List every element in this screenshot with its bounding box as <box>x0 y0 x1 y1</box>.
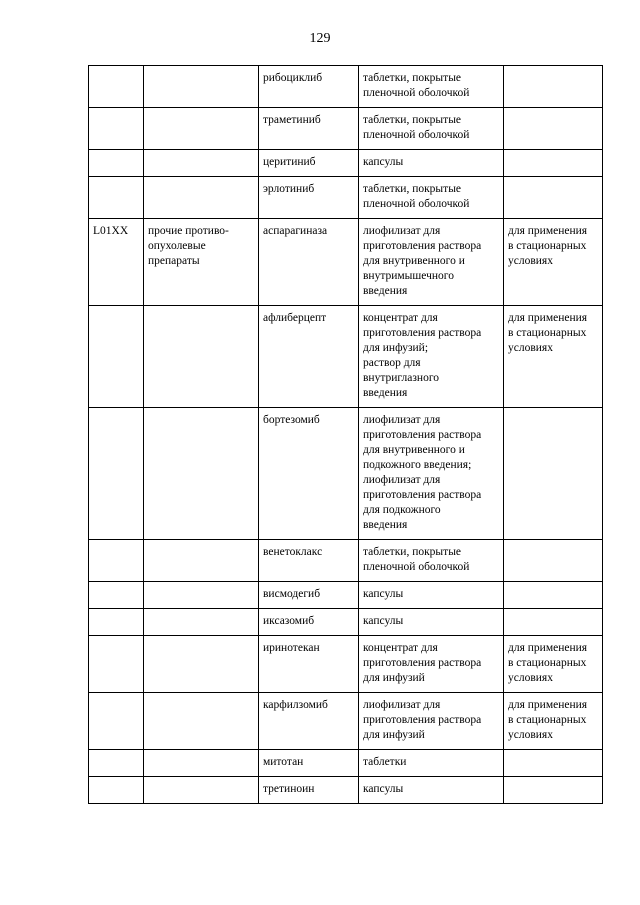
table-row <box>89 693 603 750</box>
dosage-form-cell: таблетки, покрытые пленочной оболочкой <box>359 108 504 150</box>
drug-name-cell: иринотекан <box>259 636 359 693</box>
table-row <box>89 636 603 693</box>
drug-name-cell: третиноин <box>259 777 359 804</box>
table-row <box>89 582 603 609</box>
atc-code-cell <box>89 150 144 177</box>
note-cell: для применения в стационарных условиях <box>504 306 603 408</box>
dosage-form-cell: таблетки <box>359 750 504 777</box>
drug-name-cell: митотан <box>259 750 359 777</box>
drug-name-cell: аспарагиназа <box>259 219 359 306</box>
drug-name-cell: афлиберцепт <box>259 306 359 408</box>
group-name-cell <box>144 66 259 108</box>
group-name-cell <box>144 609 259 636</box>
dosage-form-cell: капсулы <box>359 582 504 609</box>
table-row <box>89 108 603 150</box>
group-name-cell <box>144 177 259 219</box>
group-name-cell <box>144 582 259 609</box>
page-number: 129 <box>309 31 331 46</box>
drug-table-body <box>89 66 603 804</box>
atc-code-cell <box>89 66 144 108</box>
atc-code-cell <box>89 609 144 636</box>
atc-code-cell <box>89 408 144 540</box>
note-cell: для применения в стационарных условиях <box>504 219 603 306</box>
drug-name-cell: висмодегиб <box>259 582 359 609</box>
dosage-form-cell: таблетки, покрытые пленочной оболочкой <box>359 177 504 219</box>
group-name-cell <box>144 750 259 777</box>
table-row <box>89 219 603 306</box>
note-cell <box>504 540 603 582</box>
dosage-form-cell: капсулы <box>359 150 504 177</box>
dosage-form-cell: таблетки, покрытые пленочной оболочкой <box>359 540 504 582</box>
note-cell <box>504 750 603 777</box>
atc-code-cell <box>89 750 144 777</box>
drug-name-cell: церитиниб <box>259 150 359 177</box>
dosage-form-cell: таблетки, покрытые пленочной оболочкой <box>359 66 504 108</box>
table-row <box>89 306 603 408</box>
dosage-form-cell: капсулы <box>359 777 504 804</box>
atc-code-cell <box>89 108 144 150</box>
group-name-cell <box>144 408 259 540</box>
drug-name-cell: эрлотиниб <box>259 177 359 219</box>
table-row <box>89 177 603 219</box>
note-cell <box>504 66 603 108</box>
note-cell <box>504 582 603 609</box>
table-row <box>89 609 603 636</box>
drug-name-cell: иксазомиб <box>259 609 359 636</box>
note-cell <box>504 177 603 219</box>
drug-name-cell: венетоклакс <box>259 540 359 582</box>
group-name-cell <box>144 693 259 750</box>
table-row <box>89 540 603 582</box>
group-name-cell <box>144 636 259 693</box>
dosage-form-cell: лиофилизат для приготовления раствора для внутривенного и внутримышечного введения <box>359 219 504 306</box>
atc-code-cell <box>89 540 144 582</box>
dosage-form-cell: концентрат для приготовления раствора для инфузий; раствор для внутриглазного введения <box>359 306 504 408</box>
note-cell <box>504 150 603 177</box>
note-cell <box>504 609 603 636</box>
group-name-cell <box>144 108 259 150</box>
atc-code-cell <box>89 777 144 804</box>
atc-code-cell <box>89 177 144 219</box>
note-cell: для применения в стационарных условиях <box>504 693 603 750</box>
drug-name-cell: траметиниб <box>259 108 359 150</box>
table-row <box>89 408 603 540</box>
note-cell <box>504 777 603 804</box>
table-row <box>89 750 603 777</box>
dosage-form-cell: лиофилизат для приготовления раствора для внутривенного и подкожного введения; лиофилизат для приготовления раствора для подкожного введения <box>359 408 504 540</box>
group-name-cell <box>144 150 259 177</box>
group-name-cell: прочие противо- опухолевые препараты <box>144 219 259 306</box>
note-cell: для применения в стационарных условиях <box>504 636 603 693</box>
atc-code-cell <box>89 693 144 750</box>
atc-code-cell <box>89 306 144 408</box>
drug-name-cell: карфилзомиб <box>259 693 359 750</box>
dosage-form-cell: лиофилизат для приготовления раствора для инфузий <box>359 693 504 750</box>
group-name-cell <box>144 777 259 804</box>
atc-code-cell: L01XX <box>89 219 144 306</box>
drug-name-cell: рибоциклиб <box>259 66 359 108</box>
note-cell <box>504 108 603 150</box>
atc-code-cell <box>89 582 144 609</box>
drug-table <box>88 65 603 804</box>
table-row <box>89 66 603 108</box>
table-row <box>89 150 603 177</box>
table-row <box>89 777 603 804</box>
note-cell <box>504 408 603 540</box>
atc-code-cell <box>89 636 144 693</box>
drug-name-cell: бортезомиб <box>259 408 359 540</box>
dosage-form-cell: концентрат для приготовления раствора для инфузий <box>359 636 504 693</box>
group-name-cell <box>144 540 259 582</box>
dosage-form-cell: капсулы <box>359 609 504 636</box>
group-name-cell <box>144 306 259 408</box>
